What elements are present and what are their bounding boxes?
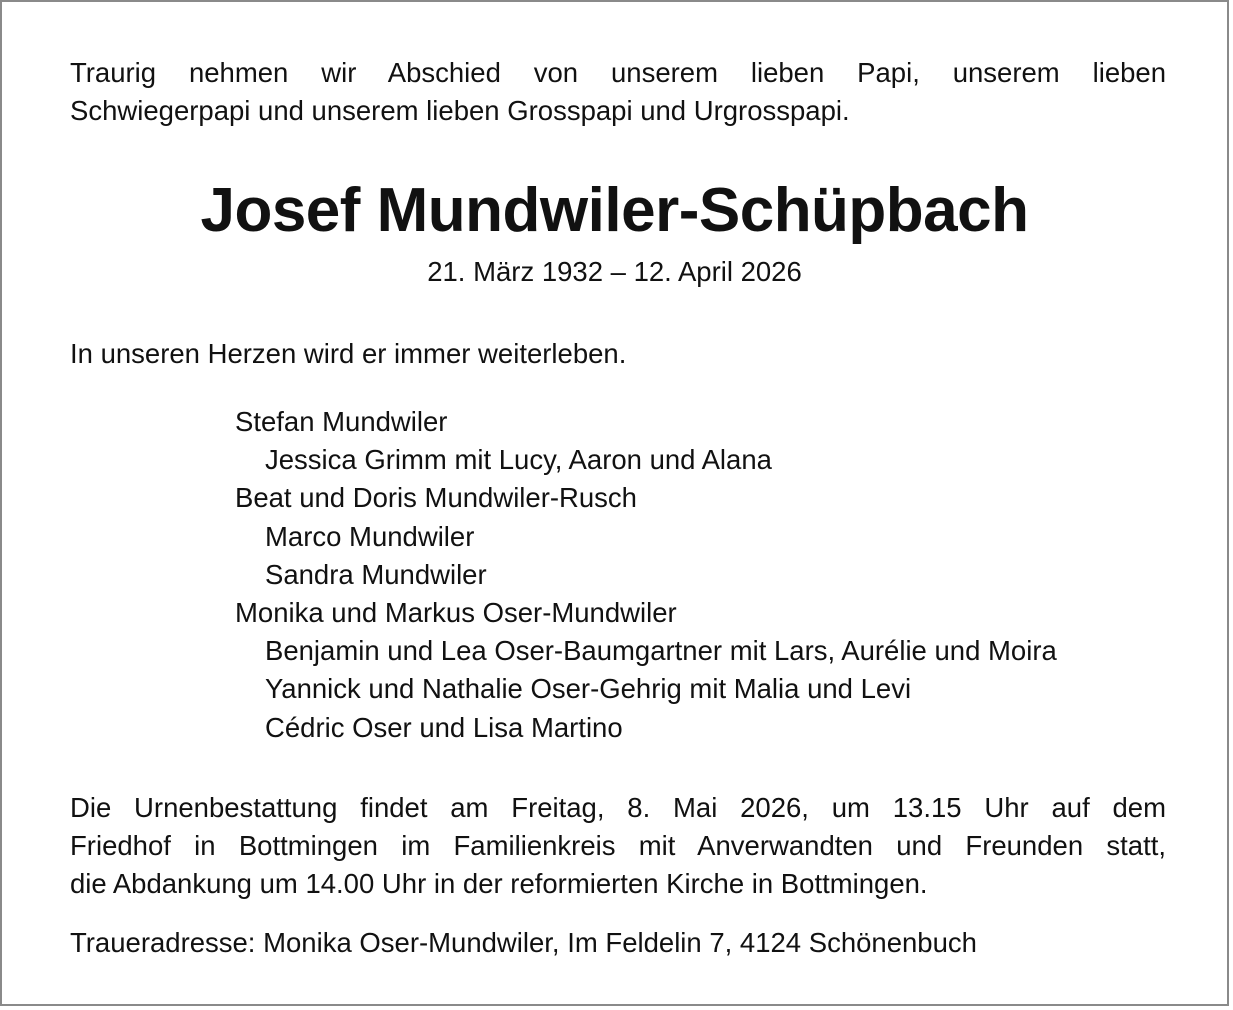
mourner-entry: Benjamin und Lea Oser-Baumgartner mit Lars, Aurélie und Moira: [265, 635, 1057, 667]
mourner-entry: Yannick und Nathalie Oser-Gehrig mit Malia und Levi: [265, 673, 912, 705]
burial-line-2: Friedhof in Bottmingen im Familienkreis mit Anverwandten und Freunden statt,: [70, 830, 1166, 861]
mourner-entry: Beat und Doris Mundwiler-Rusch: [235, 482, 637, 514]
mourner-entry: Marco Mundwiler: [265, 520, 475, 552]
intro-line-2: Schwiegerpapi und unserem lieben Grosspapi und Urgrosspapi.: [70, 95, 850, 126]
burial-line-3: die Abdankung um 14.00 Uhr in der reformierten Kirche in Bottmingen.: [70, 868, 928, 899]
mourning-address: Traueradresse: Monika Oser-Mundwiler, Im Feldelin 7, 4124 Schönenbuch: [70, 927, 977, 958]
mourner-entry: Sandra Mundwiler: [265, 558, 487, 590]
intro-line-1: Traurig nehmen wir Abschied von unserem lieben Papi, unserem lieben: [70, 57, 1166, 88]
mourner-entry: Cédric Oser und Lisa Martino: [265, 711, 623, 743]
mourner-entry: Monika und Markus Oser-Mundwiler: [235, 597, 677, 629]
burial-paragraph: [70, 789, 1166, 903]
motto: In unseren Herzen wird er immer weiterleben.: [70, 338, 627, 369]
mourner-entry: Jessica Grimm mit Lucy, Aaron und Alana: [265, 444, 772, 476]
burial-line-1: Die Urnenbestattung findet am Freitag, 8. Mai 2026, um 13.15 Uhr auf dem: [70, 792, 1166, 823]
mourners-list: [235, 403, 1057, 747]
deceased-name: Josef Mundwiler-Schüpbach: [200, 176, 1029, 245]
mourner-entry: Stefan Mundwiler: [235, 406, 448, 437]
life-dates: 21. März 1932 – 12. April 2026: [427, 256, 802, 287]
intro-paragraph: [70, 54, 1166, 130]
